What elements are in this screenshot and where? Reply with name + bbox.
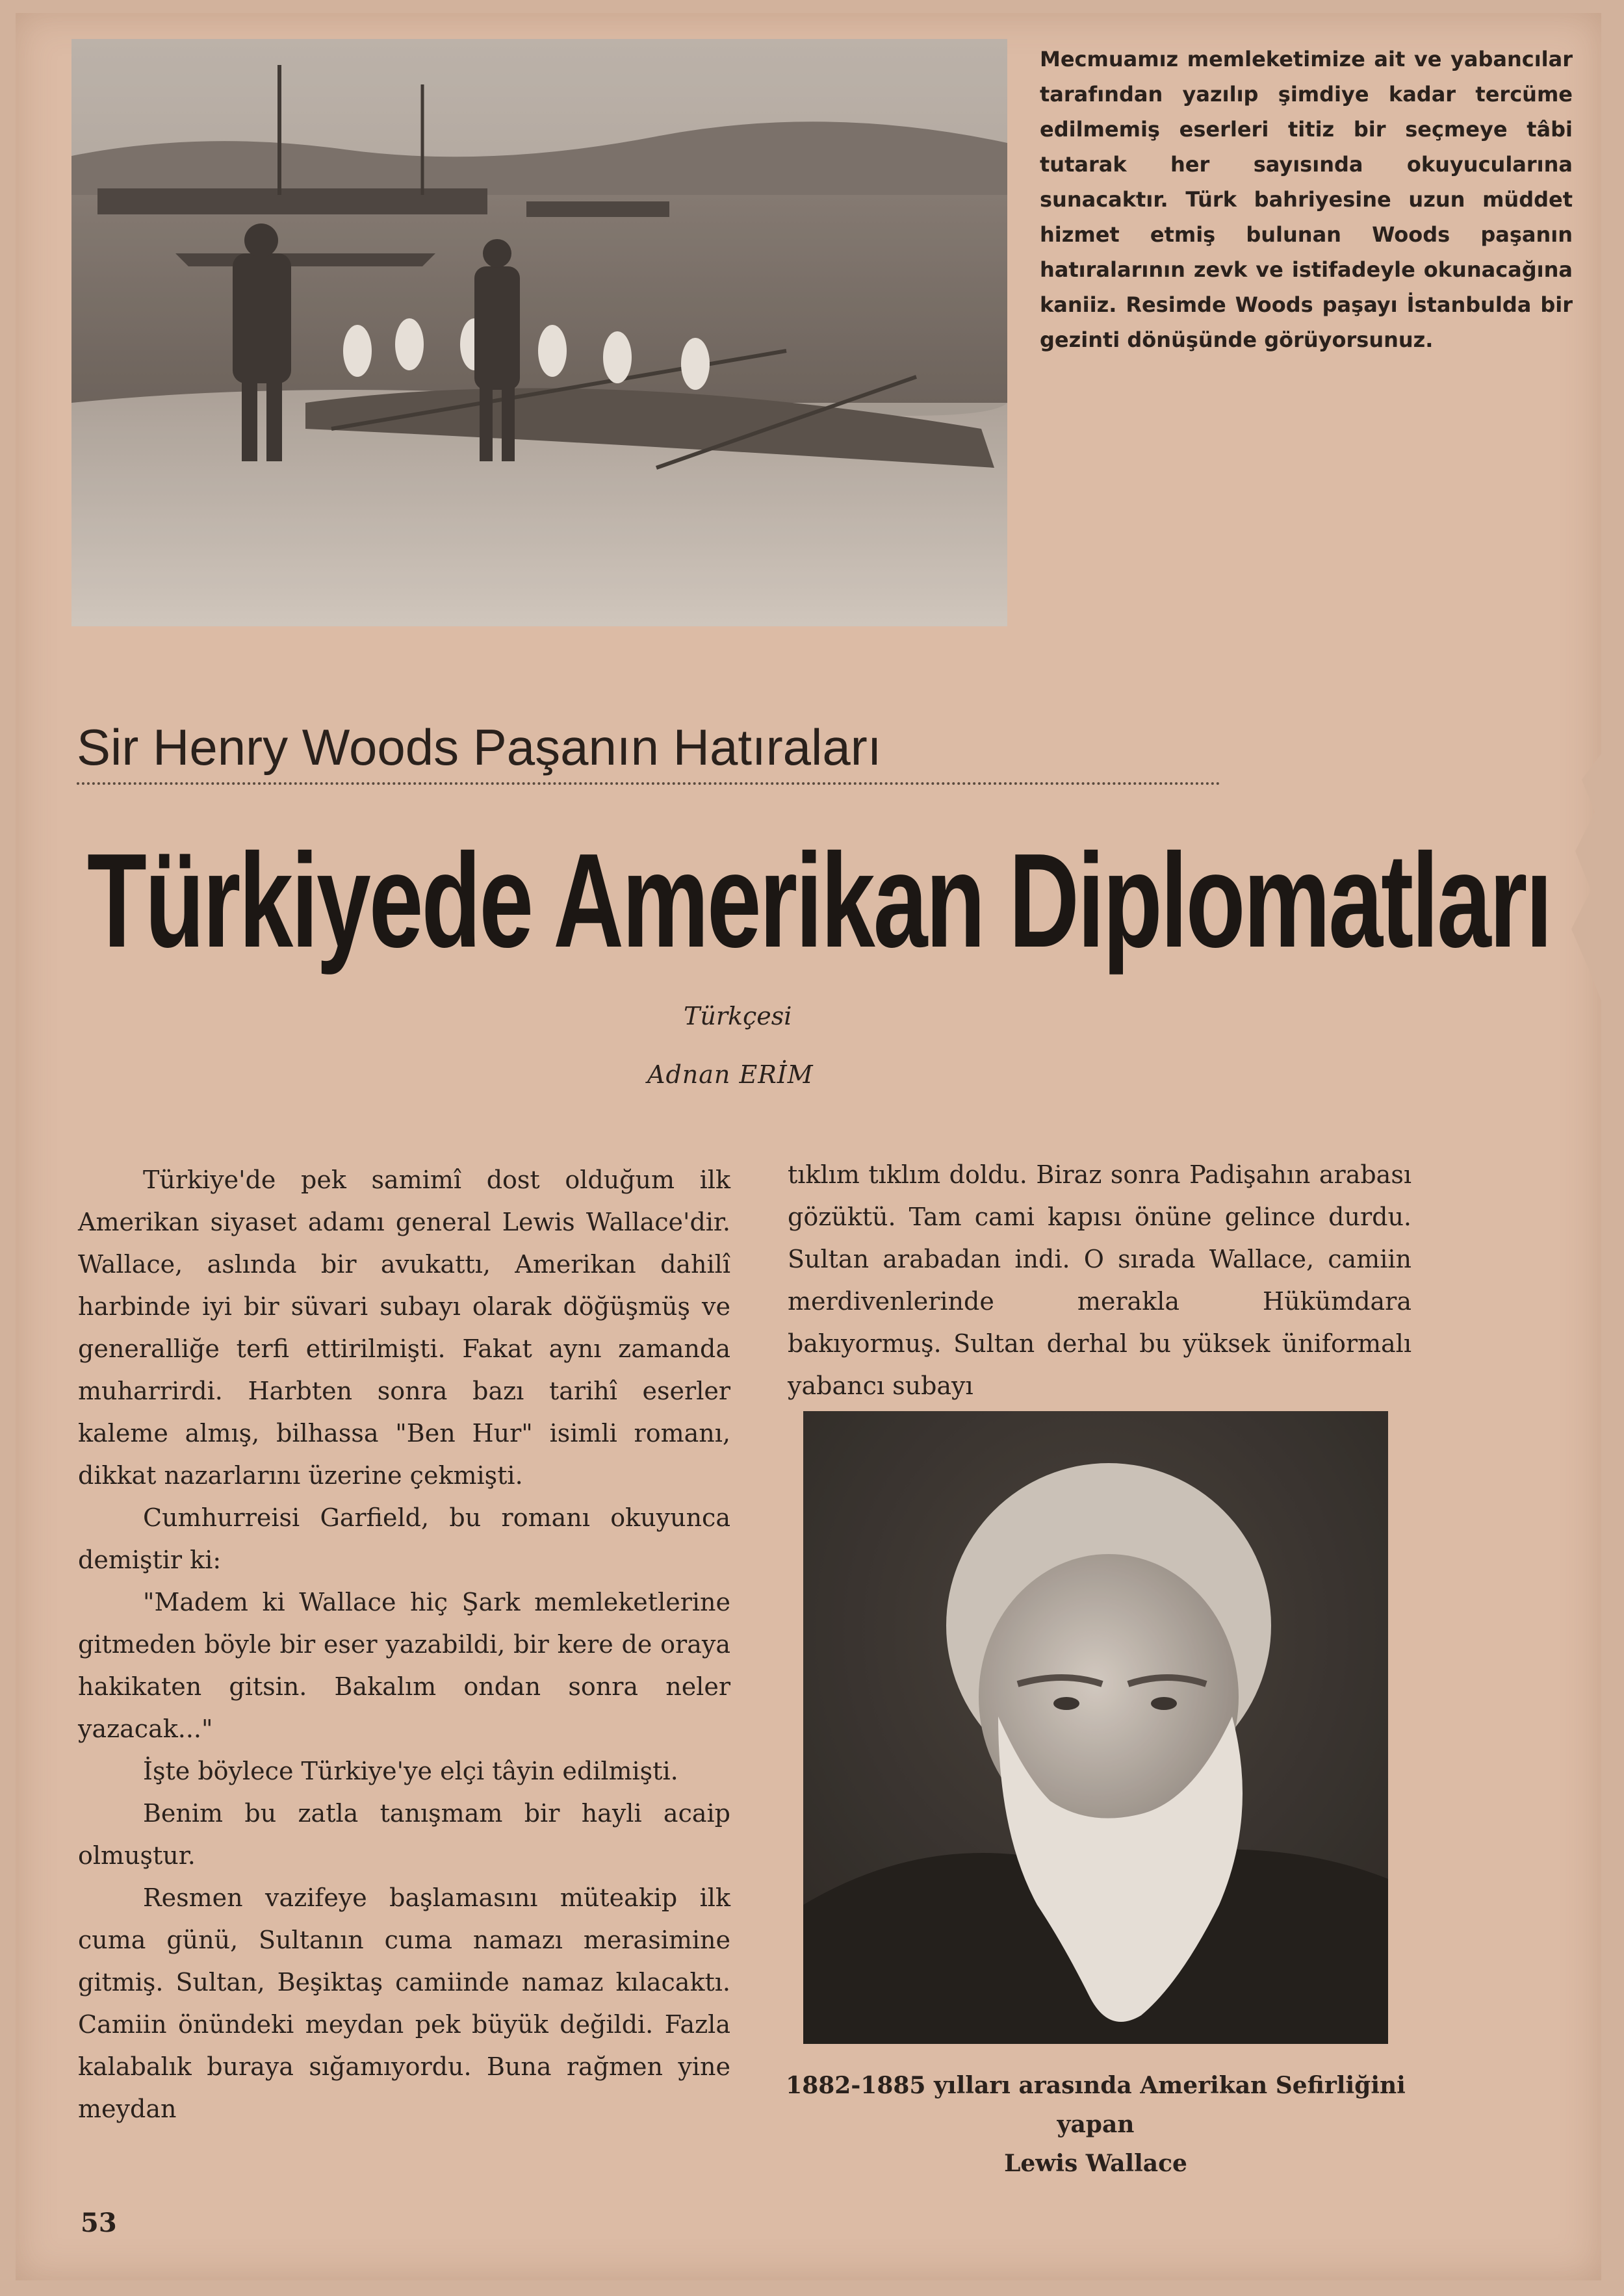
caption-line: 1882-1885 yılları arasında Amerikan Sefirliğini yapan (786, 2072, 1406, 2138)
paragraph: Benim bu zatla tanışmam bir hayli acaip olmuştur. (78, 1799, 730, 1870)
paragraph: Resmen vazifeye başlamasını müteakip ilk cuma günü, Sultanın cuma namazı merasimine gitmiş. Sultan, Beşiktaş camiinde namaz kılacaktı. Camiin önündeki meydan pek büyük değildi. Fazla kalabalık buraya sığamıyordu. Buna rağmen yine meydan (78, 1883, 730, 2123)
photo-woods-pasha-boat-landing-image (71, 39, 1007, 626)
portrait-lewis-wallace (803, 1411, 1388, 2044)
paragraph: Türkiye'de pek samimî dost olduğum ilk Amerikan siyaset adamı general Lewis Wallace'dir. Wallace, aslında bir avukattı, Amerikan dahilî harbinde iyi bir süvari subayı olarak döğüşmüş ve generalliğe terfi ettirilmişti. Fakat aynı zamanda muharrirdi. Harbten sonra bazı tarihî eserler kaleme almış, bilhassa "Ben Hur" isimli romanı, dikkat nazarlarını üzerine çekmişti. (78, 1166, 730, 1490)
torn-edge-decoration (1562, 754, 1601, 1001)
page-number: 53 (81, 2208, 117, 2238)
translator-label: Türkçesi (684, 1002, 792, 1030)
intro-note (1040, 42, 1573, 357)
paragraph: tıklım tıklım doldu. Biraz sonra Padişahın arabası gözüktü. Tam cami kapısı önüne gelince durdu. Sultan arabadan indi. O sırada Wallace, camiin merdivenlerinde merakla Hükümdara bakıyormuş. Sultan derhal bu yüksek üniformalı yabancı subayı (788, 1160, 1411, 1400)
paragraph: İşte böylece Türkiye'ye elçi tâyin edilmişti. (143, 1757, 678, 1785)
article-column-right (788, 1154, 1411, 1407)
headline: Türkiyede Amerikan Diplomatları (87, 826, 1551, 975)
newspaper-page (16, 13, 1601, 2280)
kicker-title: Sir Henry Woods Paşanın Hatıraları (77, 716, 1220, 785)
intro-text: Mecmuamız memleketimize ait ve yabancılar tarafından yazılıp şimdiye kadar tercüme edilmemiş eserleri titiz bir seçmeye tâbi tutarak her sayısında okuyucularına sunacaktır. Türk bahriyesine uzun müddet hizmet etmiş bulunan Woods paşanın hatıralarının zevk ve istifadeyle okunacağına kaniiz. Resimde Woods paşayı İstanbulda bir gezinti dönüşünde görüyorsunuz. (1040, 47, 1573, 352)
portrait-lewis-wallace-image (803, 1411, 1388, 2044)
photo-woods-pasha-boat-landing (71, 39, 1007, 626)
article-column-left (78, 1159, 730, 2130)
caption-name: Lewis Wallace (1004, 2150, 1187, 2177)
author-name: Adnan ERİM (647, 1060, 814, 1089)
paragraph: "Madem ki Wallace hiç Şark memleketlerine gitmeden böyle bir eser yazabildi, bir kere de oraya hakikaten gitsin. Bakalım ondan sonra neler yazacak..." (78, 1588, 730, 1743)
portrait-caption (769, 2066, 1422, 2183)
paragraph: Cumhurreisi Garfield, bu romanı okuyunca demiştir ki: (78, 1503, 730, 1574)
